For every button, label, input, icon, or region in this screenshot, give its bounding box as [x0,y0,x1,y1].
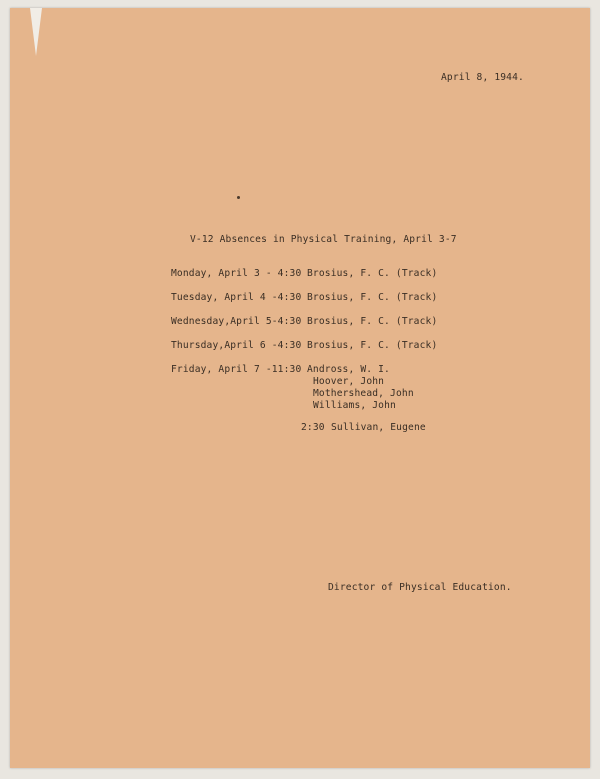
torn-corner [30,8,42,56]
entry-name: Brosius, F. C. (Track) [307,340,438,351]
entry-name: Andross, W. I. [307,364,390,375]
entry-name: Brosius, F. C. (Track) [307,316,438,327]
document-date: April 8, 1944. [441,72,524,83]
entry-day: Wednesday,April 5-4:30 [171,316,302,327]
additional-name: Mothershead, John [313,388,414,399]
document-title: V-12 Absences in Physical Training, April 3-7 [190,234,457,245]
additional-name: Hoover, John [313,376,385,387]
signature-line: Director of Physical Education. [328,582,512,593]
entry-name: Brosius, F. C. (Track) [307,268,438,279]
entry-name: Brosius, F. C. (Track) [307,292,438,303]
late-entry-time: 2:30 [301,422,325,433]
entry-day: Monday, April 3 - 4:30 [171,268,302,279]
entry-day: Tuesday, April 4 -4:30 [171,292,302,303]
document-page [10,8,590,768]
entry-day: Friday, April 7 -11:30 [171,364,302,375]
entry-day: Thursday,April 6 -4:30 [171,340,302,351]
ink-speck [237,196,240,199]
additional-name: Williams, John [313,400,396,411]
late-entry-name: Sullivan, Eugene [331,422,426,433]
